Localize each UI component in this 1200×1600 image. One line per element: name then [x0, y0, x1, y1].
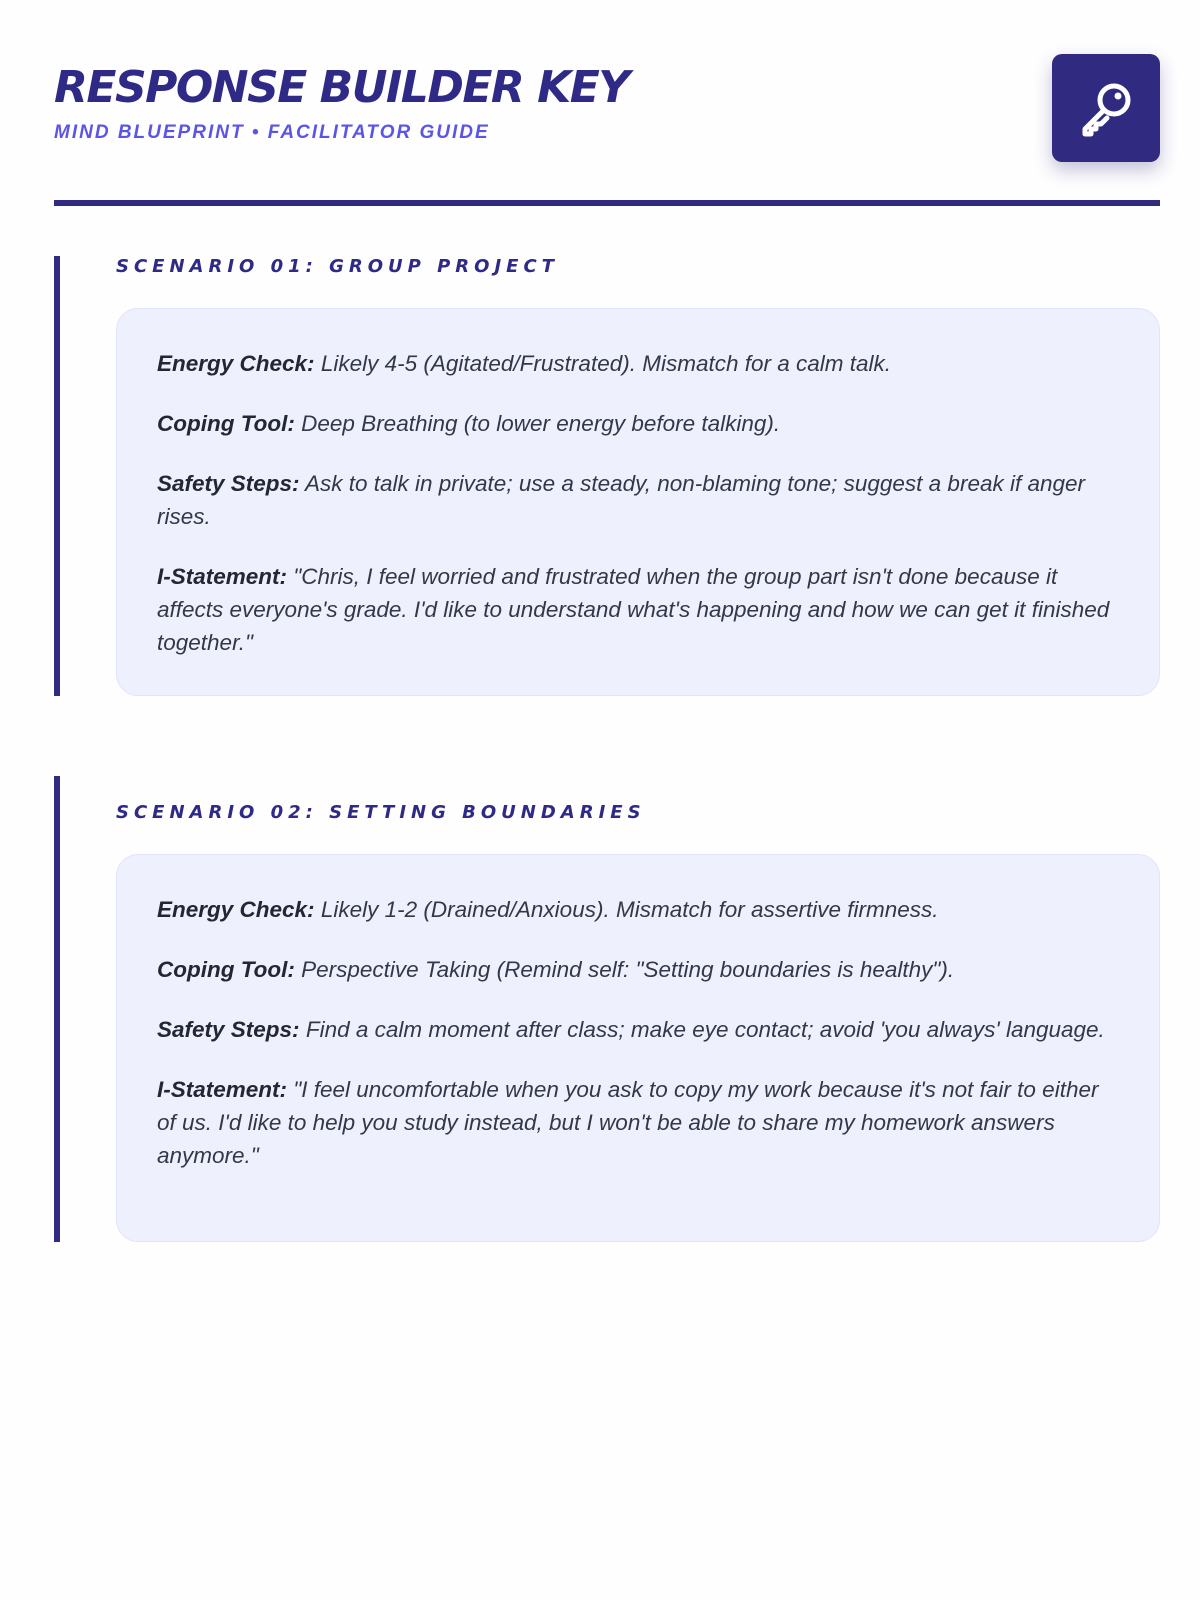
scenario-card — [116, 308, 1160, 696]
item-label: I-Statement: — [157, 1077, 288, 1102]
i-statement-item — [157, 560, 1119, 659]
header — [54, 54, 1160, 162]
item-text: Likely 4-5 (Agitated/Frustrated). Mismatch for a calm talk. — [320, 351, 892, 376]
item-label: I-Statement: — [157, 564, 288, 589]
energy-check-item — [157, 893, 1119, 926]
item-label: Energy Check: — [157, 351, 315, 376]
page-title: RESPONSE BUILDER KEY — [54, 62, 629, 113]
key-badge — [1052, 54, 1160, 162]
item-text: Likely 1-2 (Drained/Anxious). Mismatch for assertive firmness. — [320, 897, 939, 922]
item-label: Coping Tool: — [157, 957, 295, 982]
item-text: Ask to talk in private; use a steady, non-blaming tone; suggest a break if anger rises. — [157, 471, 1086, 529]
page-subtitle: MIND BLUEPRINT • FACILITATOR GUIDE — [54, 122, 490, 143]
scenario-card — [116, 854, 1160, 1242]
i-statement-item — [157, 1073, 1119, 1172]
item-text: "Chris, I feel worried and frustrated when the group part isn't done because it affects everyone's grade. I'd like to understand what's happening and how we can get it finished together." — [157, 564, 1110, 655]
scenario-heading: SCENARIO 01: GROUP PROJECT — [116, 256, 559, 277]
item-text: Find a calm moment after class; make eye contact; avoid 'you always' language. — [305, 1017, 1105, 1042]
item-text: Perspective Taking (Remind self: "Setting boundaries is healthy"). — [301, 957, 955, 982]
scenario-heading: SCENARIO 02: SETTING BOUNDARIES — [116, 802, 646, 823]
scenario-accent-bar — [54, 256, 60, 696]
scenario-section — [54, 256, 1160, 696]
safety-steps-item — [157, 467, 1119, 533]
scenario-section — [54, 776, 1160, 1242]
scenario-accent-bar — [54, 776, 60, 1242]
item-label: Energy Check: — [157, 897, 315, 922]
item-label: Safety Steps: — [157, 471, 300, 496]
coping-tool-item — [157, 953, 1119, 986]
item-label: Coping Tool: — [157, 411, 295, 436]
coping-tool-item — [157, 407, 1119, 440]
item-label: Safety Steps: — [157, 1017, 300, 1042]
item-text: Deep Breathing (to lower energy before talking). — [301, 411, 781, 436]
key-icon — [1074, 76, 1138, 140]
header-divider — [54, 200, 1160, 206]
safety-steps-item — [157, 1013, 1119, 1046]
item-text: "I feel uncomfortable when you ask to copy my work because it's not fair to either of us. I'd like to help you study instead, but I won't be able to share my homework answers anymore." — [157, 1077, 1099, 1168]
energy-check-item — [157, 347, 1119, 380]
